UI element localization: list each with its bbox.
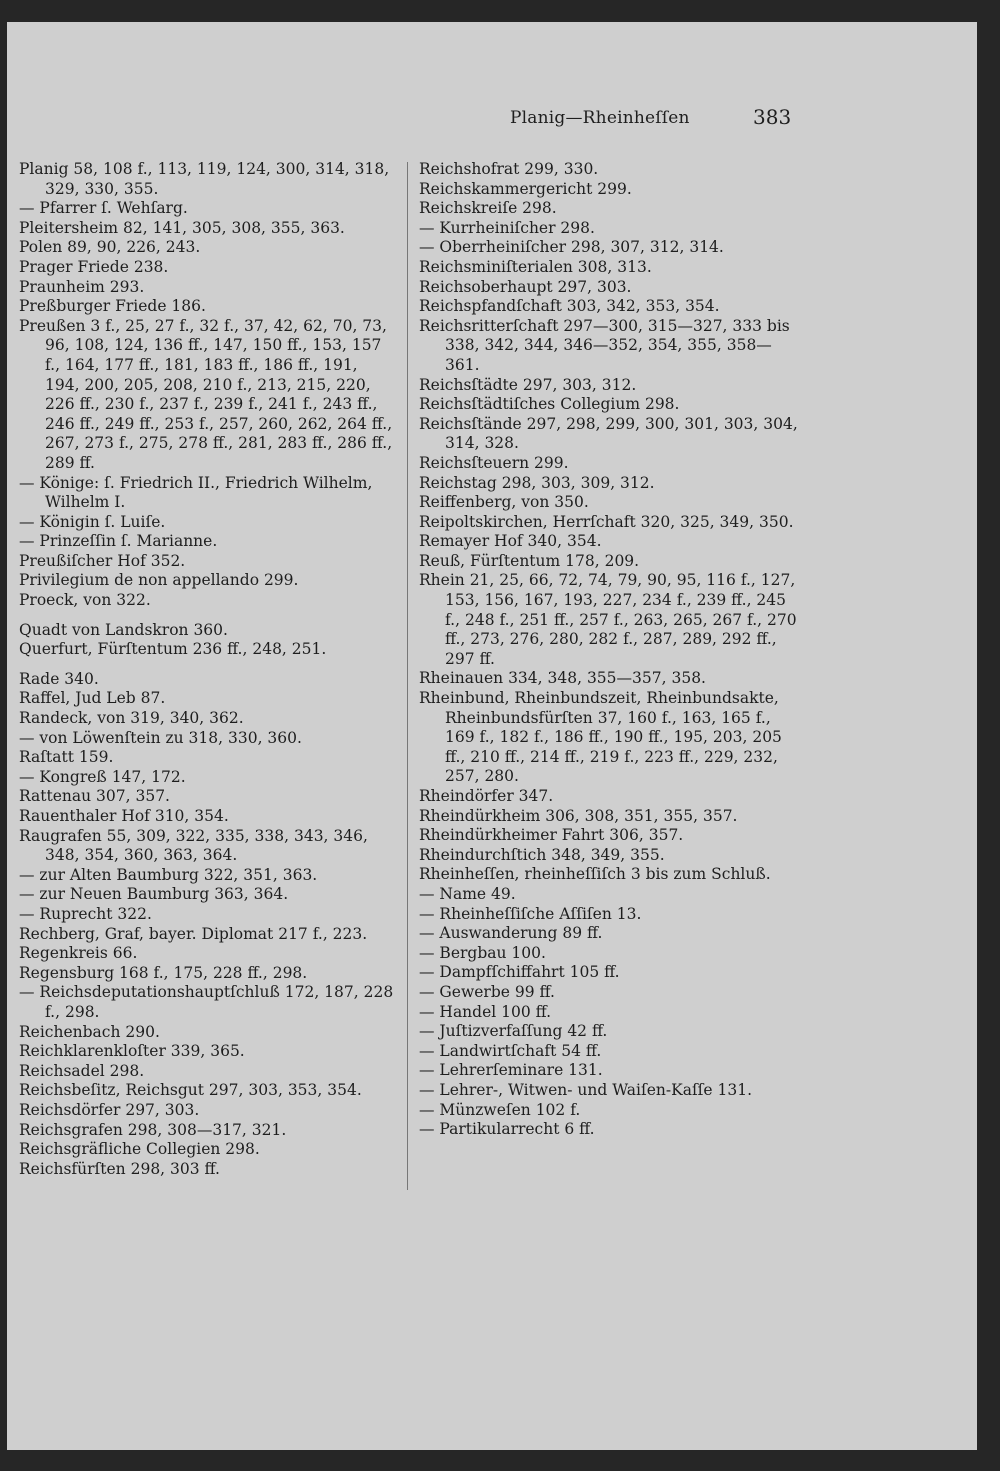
index-entry: — Kongreß 147, 172. xyxy=(19,767,186,786)
index-entry: Rheindörfer 347. xyxy=(419,787,554,805)
index-entry: Proeck, von 322. xyxy=(19,591,151,610)
index-entry: — zur Neuen Baumburg 363, 364. xyxy=(19,885,289,904)
index-entry: — Prinzeſſin ſ. Marianne. xyxy=(19,532,218,551)
column-divider xyxy=(407,162,408,1190)
index-entry: Reichsoberhaupt 297, 303. xyxy=(419,277,632,296)
index-entry: Reichsſtädte 297, 303, 312. xyxy=(419,375,637,394)
index-entry: — Bergbau 100. xyxy=(419,943,546,962)
index-entry: — Reichsdeputationshauptſchluß 172, 187, 228 f., 298. xyxy=(19,983,394,1021)
running-head: Planig—Rheinheſſen xyxy=(510,108,690,128)
index-entry: Randeck, von 319, 340, 362. xyxy=(19,709,244,728)
index-entry: Rheindürkheim 306, 308, 351, 355, 357. xyxy=(419,806,738,825)
index-entry: Reichsminiſterialen 308, 313. xyxy=(419,257,652,276)
index-entry: Reichsſtädtiſches Collegium 298. xyxy=(419,395,680,414)
index-entry: Rhein 21, 25, 66, 72, 74, 79, 90, 95, 116 f., 127, 153, 156, 167, 193, 227, 234 f., 239 ff., 245 f., 248 f., 251 ff., 257 f., 263, 265, 267 f., 270 ff., 273, 276, 280, 282 f., 287, 289, 292 ff., 297 ff. xyxy=(419,571,797,668)
index-entry: Reichsſteuern 299. xyxy=(419,453,569,472)
index-entry: Reichsritterſchaft 297—300, 315—327, 333 bis 338, 342, 344, 346—352, 354, 355, 358—361. xyxy=(419,316,790,374)
index-column-right xyxy=(419,160,799,1140)
index-entry: Rheinbund, Rheinbundszeit, Rheinbundsakte, Rheinbundsfürſten 37, 160 f., 163, 165 f., 169 f., 182 f., 186 ff., 190 ff., 195, 203, 205 ff., 210 ff., 214 ff., 219 f., 223 ff., 229, 232, 257, 280. xyxy=(419,689,782,786)
index-entry: — Münzweſen 102 f. xyxy=(419,1100,581,1119)
index-entry: — Dampfſchiffahrt 105 ff. xyxy=(419,963,620,982)
index-entry: — Pfarrer ſ. Wehſarg. xyxy=(19,199,188,218)
index-entry: Reichsbeſitz, Reichsgut 297, 303, 353, 354. xyxy=(19,1081,362,1100)
index-entry: Reichklarenkloſter 339, 365. xyxy=(19,1042,245,1061)
index-entry: Reiffenberg, von 350. xyxy=(419,493,589,512)
index-entry: Reichsdörfer 297, 303. xyxy=(19,1100,200,1119)
index-entry: Reichskreiſe 298. xyxy=(419,199,557,218)
index-entry: — zur Alten Baumburg 322, 351, 363. xyxy=(19,865,318,884)
index-entry: — Juſtizverfaſſung 42 ff. xyxy=(419,1022,608,1041)
index-entry: Raffel, Jud Leb 87. xyxy=(19,689,166,708)
index-entry: Planig 58, 108 f., 113, 119, 124, 300, 314, 318, 329, 330, 355. xyxy=(19,160,390,198)
index-entry: Reichsfürſten 298, 303 ff. xyxy=(19,1159,220,1178)
index-entry: Rauenthaler Hof 310, 354. xyxy=(19,807,229,825)
index-entry: — Lehrer-, Witwen- und Waiſen-Kaſſe 131. xyxy=(419,1080,753,1099)
index-entry: Reichsadel 298. xyxy=(19,1061,145,1080)
index-entry: Reichenbach 290. xyxy=(19,1022,160,1041)
index-entry: — Oberrheiniſcher 298, 307, 312, 314. xyxy=(419,238,724,257)
index-entry: Pleitersheim 82, 141, 305, 308, 355, 363. xyxy=(19,218,345,237)
index-entry: Privilegium de non appellando 299. xyxy=(19,571,299,590)
index-entry: Regensburg 168 f., 175, 228 ff., 298. xyxy=(19,963,308,982)
index-entry: — Könige: ſ. Friedrich II., Friedrich Wilhelm, Wilhelm I. xyxy=(19,473,373,512)
index-entry: Raugrafen 55, 309, 322, 335, 338, 343, 346, 348, 354, 360, 363, 364. xyxy=(19,826,368,865)
index-entry: Reichstag 298, 303, 309, 312. xyxy=(419,473,655,492)
index-entry: Regenkreis 66. xyxy=(19,944,138,963)
index-entry: Rheinheſſen, rheinheſſiſch 3 bis zum Schluß. xyxy=(419,865,771,884)
index-entry: — Name 49. xyxy=(419,884,516,903)
index-entry: Reuß, Fürſtentum 178, 209. xyxy=(419,551,640,570)
index-entry: Rheinauen 334, 348, 355—357, 358. xyxy=(419,669,706,688)
index-entry: Rade 340. xyxy=(19,669,99,688)
index-entry: Preußen 3 f., 25, 27 f., 32 f., 37, 42, 62, 70, 73, 96, 108, 124, 136 ff., 147, 150 ff., 153, 157 f., 164, 177 ff., 181, 183 ff., 186 ff., 191, 194, 200, 205, 208, 210 f., 213, 215, 220, 226 ff., 230 f., 237 f., 239 f., 241 f., 243 ff., 246 ff., 249 ff., 253 f., 257, 260, 262, 264 ff., 267, 273 f., 275, 278 ff., 281, 283 ff., 286 ff., 289 ff. xyxy=(19,316,393,472)
index-entry: Rheindürkheimer Fahrt 306, 357. xyxy=(419,826,684,845)
index-entry: Reichskammergericht 299. xyxy=(419,179,632,198)
index-entry: Polen 89, 90, 226, 243. xyxy=(19,238,201,257)
index-entry: — Ruprecht 322. xyxy=(19,904,152,923)
book-page xyxy=(7,22,977,1450)
index-entry: — von Löwenſtein zu 318, 330, 360. xyxy=(19,728,302,747)
index-entry: — Handel 100 ff. xyxy=(419,1002,552,1021)
index-entry: Raſtatt 159. xyxy=(19,748,114,767)
index-entry: — Landwirtſchaft 54 ff. xyxy=(419,1041,602,1060)
index-entry: Querfurt, Fürſtentum 236 ff., 248, 251. xyxy=(19,640,327,659)
index-entry: — Lehrerſeminare 131. xyxy=(419,1061,603,1080)
index-entry: Rheindurchſtich 348, 349, 355. xyxy=(419,845,665,864)
index-entry: Preßburger Friede 186. xyxy=(19,297,206,316)
index-entry: Reichsſtände 297, 298, 299, 300, 301, 303, 304, 314, 328. xyxy=(419,414,798,453)
index-entry: Prager Friede 238. xyxy=(19,257,169,276)
index-entry: Preußiſcher Hof 352. xyxy=(19,551,186,570)
index-entry: Rattenau 307, 357. xyxy=(19,787,170,806)
index-entry: — Auswanderung 89 ff. xyxy=(419,924,603,943)
index-entry: Rechberg, Graf, bayer. Diplomat 217 f., 223. xyxy=(19,924,368,943)
index-entry: Reichshofrat 299, 330. xyxy=(419,160,599,178)
index-entry: Reipoltskirchen, Herrſchaft 320, 325, 349, 350. xyxy=(419,512,794,531)
page-number: 383 xyxy=(753,105,792,129)
index-entry: Reichsgrafen 298, 308—317, 321. xyxy=(19,1120,287,1139)
index-entry: Praunheim 293. xyxy=(19,277,145,296)
index-entry: — Rheinheſſiſche Aſſiſen 13. xyxy=(419,904,642,923)
index-column-left xyxy=(19,160,394,1179)
index-entry: Remayer Hof 340, 354. xyxy=(419,532,602,551)
index-entry: — Königin ſ. Luiſe. xyxy=(19,512,166,531)
index-entry: Quadt von Landskron 360. xyxy=(19,620,228,639)
index-entry: Reichspfandſchaft 303, 342, 353, 354. xyxy=(419,297,720,316)
index-entry: — Gewerbe 99 ff. xyxy=(419,982,555,1001)
index-entry: Reichsgräfliche Collegien 298. xyxy=(19,1140,260,1159)
index-entry: — Kurrheiniſcher 298. xyxy=(419,218,595,237)
index-entry: — Partikularrecht 6 ff. xyxy=(419,1120,595,1139)
